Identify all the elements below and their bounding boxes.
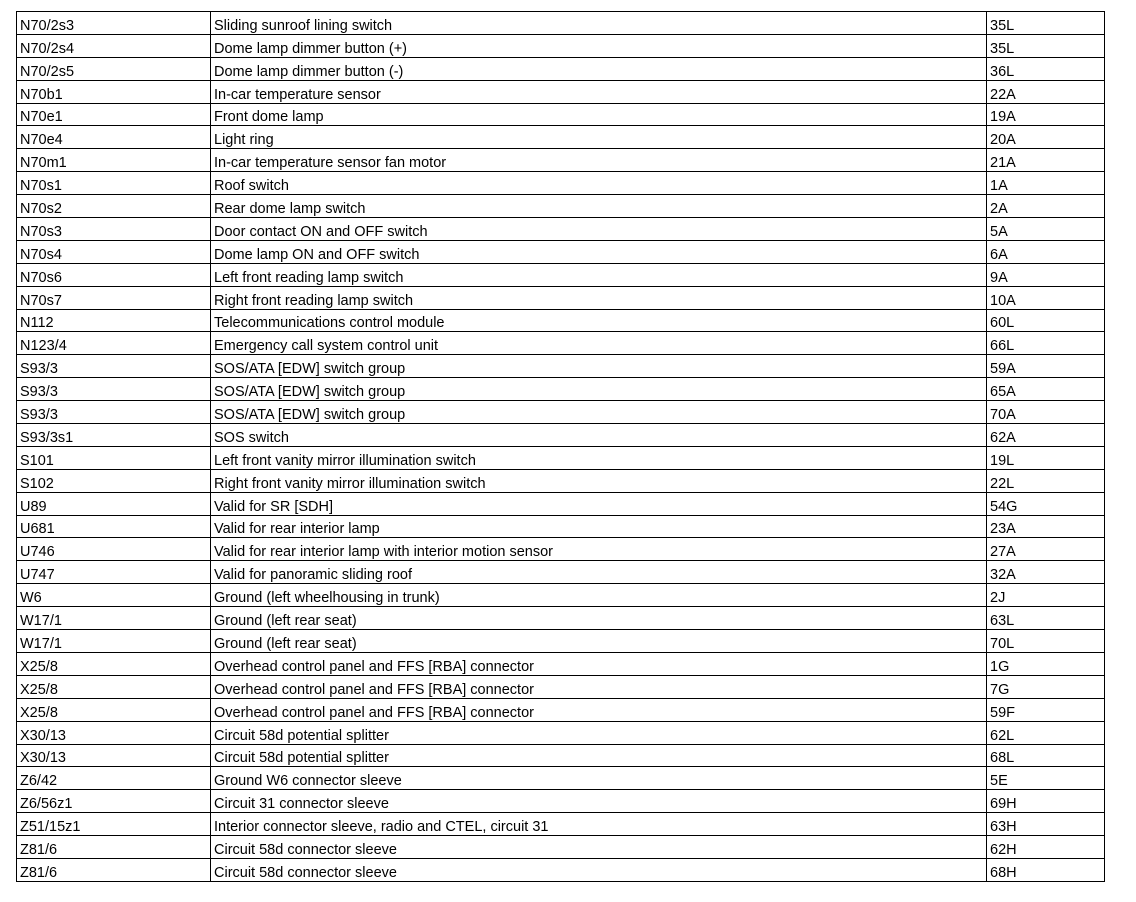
- component-description-cell: Left front vanity mirror illumination switch: [211, 446, 987, 469]
- grid-location-cell: 32A: [987, 561, 1105, 584]
- table-row: [17, 790, 1105, 813]
- grid-location-cell: 10A: [987, 286, 1105, 309]
- component-description-cell: In-car temperature sensor: [211, 80, 987, 103]
- table-row: [17, 538, 1105, 561]
- grid-location-cell: 54G: [987, 492, 1105, 515]
- component-code-cell: U681: [17, 515, 211, 538]
- table-row: [17, 332, 1105, 355]
- component-code-cell: N70s1: [17, 172, 211, 195]
- component-description-cell: Roof switch: [211, 172, 987, 195]
- component-description-cell: SOS switch: [211, 424, 987, 447]
- table-row: [17, 469, 1105, 492]
- grid-location-cell: 63L: [987, 607, 1105, 630]
- component-code-cell: W6: [17, 584, 211, 607]
- grid-location-cell: 22A: [987, 80, 1105, 103]
- component-code-cell: N70s6: [17, 263, 211, 286]
- grid-location-cell: 68H: [987, 858, 1105, 881]
- component-code-cell: N112: [17, 309, 211, 332]
- component-description-cell: Valid for SR [SDH]: [211, 492, 987, 515]
- component-code-cell: X25/8: [17, 652, 211, 675]
- table-row: [17, 34, 1105, 57]
- component-description-cell: Front dome lamp: [211, 103, 987, 126]
- component-code-cell: Z81/6: [17, 836, 211, 859]
- component-code-cell: X30/13: [17, 744, 211, 767]
- component-code-cell: N70s3: [17, 218, 211, 241]
- table-row: [17, 12, 1105, 35]
- grid-location-cell: 62A: [987, 424, 1105, 447]
- component-code-cell: N70/2s5: [17, 57, 211, 80]
- component-description-cell: Ground W6 connector sleeve: [211, 767, 987, 790]
- component-description-cell: Overhead control panel and FFS [RBA] connector: [211, 698, 987, 721]
- grid-location-cell: 21A: [987, 149, 1105, 172]
- table-row: [17, 607, 1105, 630]
- component-code-cell: Z81/6: [17, 858, 211, 881]
- table-row: [17, 630, 1105, 653]
- grid-location-cell: 20A: [987, 126, 1105, 149]
- table-row: [17, 767, 1105, 790]
- grid-location-cell: 22L: [987, 469, 1105, 492]
- table-row: [17, 126, 1105, 149]
- grid-location-cell: 2A: [987, 195, 1105, 218]
- grid-location-cell: 35L: [987, 12, 1105, 35]
- grid-location-cell: 68L: [987, 744, 1105, 767]
- table-row: [17, 675, 1105, 698]
- component-description-cell: Valid for rear interior lamp: [211, 515, 987, 538]
- component-description-cell: SOS/ATA [EDW] switch group: [211, 355, 987, 378]
- table-row: [17, 446, 1105, 469]
- component-code-cell: S102: [17, 469, 211, 492]
- grid-location-cell: 69H: [987, 790, 1105, 813]
- table-row: [17, 195, 1105, 218]
- table-row: [17, 240, 1105, 263]
- grid-location-cell: 23A: [987, 515, 1105, 538]
- component-code-cell: W17/1: [17, 607, 211, 630]
- component-description-cell: Valid for panoramic sliding roof: [211, 561, 987, 584]
- component-description-cell: SOS/ATA [EDW] switch group: [211, 378, 987, 401]
- component-code-cell: U89: [17, 492, 211, 515]
- table-row: [17, 263, 1105, 286]
- table-row: [17, 103, 1105, 126]
- grid-location-cell: 5E: [987, 767, 1105, 790]
- table-row: [17, 424, 1105, 447]
- grid-location-cell: 62L: [987, 721, 1105, 744]
- table-row: [17, 309, 1105, 332]
- table-row: [17, 149, 1105, 172]
- component-description-cell: Dome lamp dimmer button (-): [211, 57, 987, 80]
- component-description-cell: Interior connector sleeve, radio and CTEL, circuit 31: [211, 813, 987, 836]
- table-row: [17, 836, 1105, 859]
- component-code-cell: X25/8: [17, 698, 211, 721]
- component-code-cell: N70b1: [17, 80, 211, 103]
- table-row: [17, 561, 1105, 584]
- component-code-cell: X25/8: [17, 675, 211, 698]
- grid-location-cell: 1G: [987, 652, 1105, 675]
- component-code-cell: Z51/15z1: [17, 813, 211, 836]
- component-description-cell: Dome lamp ON and OFF switch: [211, 240, 987, 263]
- grid-location-cell: 35L: [987, 34, 1105, 57]
- component-code-cell: Z6/42: [17, 767, 211, 790]
- component-code-cell: N70e4: [17, 126, 211, 149]
- component-code-cell: W17/1: [17, 630, 211, 653]
- component-code-cell: N70e1: [17, 103, 211, 126]
- component-description-cell: Right front reading lamp switch: [211, 286, 987, 309]
- table-row: [17, 218, 1105, 241]
- component-description-cell: Telecommunications control module: [211, 309, 987, 332]
- table-row: [17, 858, 1105, 881]
- component-code-cell: Z6/56z1: [17, 790, 211, 813]
- component-description-cell: Circuit 31 connector sleeve: [211, 790, 987, 813]
- table-row: [17, 721, 1105, 744]
- component-description-cell: Emergency call system control unit: [211, 332, 987, 355]
- component-description-cell: Right front vanity mirror illumination switch: [211, 469, 987, 492]
- grid-location-cell: 7G: [987, 675, 1105, 698]
- component-code-cell: N123/4: [17, 332, 211, 355]
- component-description-cell: Dome lamp dimmer button (+): [211, 34, 987, 57]
- component-code-cell: N70s4: [17, 240, 211, 263]
- component-code-cell: N70m1: [17, 149, 211, 172]
- grid-location-cell: 1A: [987, 172, 1105, 195]
- grid-location-cell: 59A: [987, 355, 1105, 378]
- grid-location-cell: 70A: [987, 401, 1105, 424]
- component-code-cell: S101: [17, 446, 211, 469]
- table-row: [17, 378, 1105, 401]
- component-description-cell: In-car temperature sensor fan motor: [211, 149, 987, 172]
- table-row: [17, 401, 1105, 424]
- component-description-cell: Door contact ON and OFF switch: [211, 218, 987, 241]
- table-row: [17, 172, 1105, 195]
- component-description-cell: Ground (left wheelhousing in trunk): [211, 584, 987, 607]
- component-code-cell: S93/3: [17, 355, 211, 378]
- component-description-cell: SOS/ATA [EDW] switch group: [211, 401, 987, 424]
- grid-location-cell: 6A: [987, 240, 1105, 263]
- component-code-cell: S93/3: [17, 401, 211, 424]
- grid-location-cell: 66L: [987, 332, 1105, 355]
- component-code-cell: N70/2s3: [17, 12, 211, 35]
- component-description-cell: Circuit 58d potential splitter: [211, 721, 987, 744]
- component-code-cell: N70/2s4: [17, 34, 211, 57]
- component-description-cell: Circuit 58d potential splitter: [211, 744, 987, 767]
- table-row: [17, 652, 1105, 675]
- component-code-cell: U746: [17, 538, 211, 561]
- table-row: [17, 813, 1105, 836]
- grid-location-cell: 19L: [987, 446, 1105, 469]
- component-description-cell: Circuit 58d connector sleeve: [211, 858, 987, 881]
- component-description-cell: Left front reading lamp switch: [211, 263, 987, 286]
- table-row: [17, 355, 1105, 378]
- table-row: [17, 57, 1105, 80]
- grid-location-cell: 70L: [987, 630, 1105, 653]
- table-row: [17, 286, 1105, 309]
- component-description-cell: Sliding sunroof lining switch: [211, 12, 987, 35]
- component-code-cell: N70s7: [17, 286, 211, 309]
- component-code-cell: S93/3s1: [17, 424, 211, 447]
- component-description-cell: Ground (left rear seat): [211, 630, 987, 653]
- grid-location-cell: 60L: [987, 309, 1105, 332]
- grid-location-cell: 9A: [987, 263, 1105, 286]
- grid-location-cell: 59F: [987, 698, 1105, 721]
- grid-location-cell: 65A: [987, 378, 1105, 401]
- table-row: [17, 744, 1105, 767]
- grid-location-cell: 27A: [987, 538, 1105, 561]
- component-code-cell: X30/13: [17, 721, 211, 744]
- table-row: [17, 80, 1105, 103]
- grid-location-cell: 36L: [987, 57, 1105, 80]
- grid-location-cell: 2J: [987, 584, 1105, 607]
- table-row: [17, 584, 1105, 607]
- grid-location-cell: 62H: [987, 836, 1105, 859]
- component-description-cell: Circuit 58d connector sleeve: [211, 836, 987, 859]
- component-description-cell: Ground (left rear seat): [211, 607, 987, 630]
- table-row: [17, 698, 1105, 721]
- table-row: [17, 492, 1105, 515]
- component-code-cell: S93/3: [17, 378, 211, 401]
- component-code-cell: N70s2: [17, 195, 211, 218]
- component-description-cell: Valid for rear interior lamp with interior motion sensor: [211, 538, 987, 561]
- component-legend-body: [17, 12, 1105, 882]
- table-row: [17, 515, 1105, 538]
- component-legend-table: [16, 11, 1105, 882]
- grid-location-cell: 19A: [987, 103, 1105, 126]
- component-description-cell: Overhead control panel and FFS [RBA] connector: [211, 652, 987, 675]
- component-description-cell: Light ring: [211, 126, 987, 149]
- grid-location-cell: 63H: [987, 813, 1105, 836]
- component-description-cell: Overhead control panel and FFS [RBA] connector: [211, 675, 987, 698]
- component-code-cell: U747: [17, 561, 211, 584]
- grid-location-cell: 5A: [987, 218, 1105, 241]
- component-description-cell: Rear dome lamp switch: [211, 195, 987, 218]
